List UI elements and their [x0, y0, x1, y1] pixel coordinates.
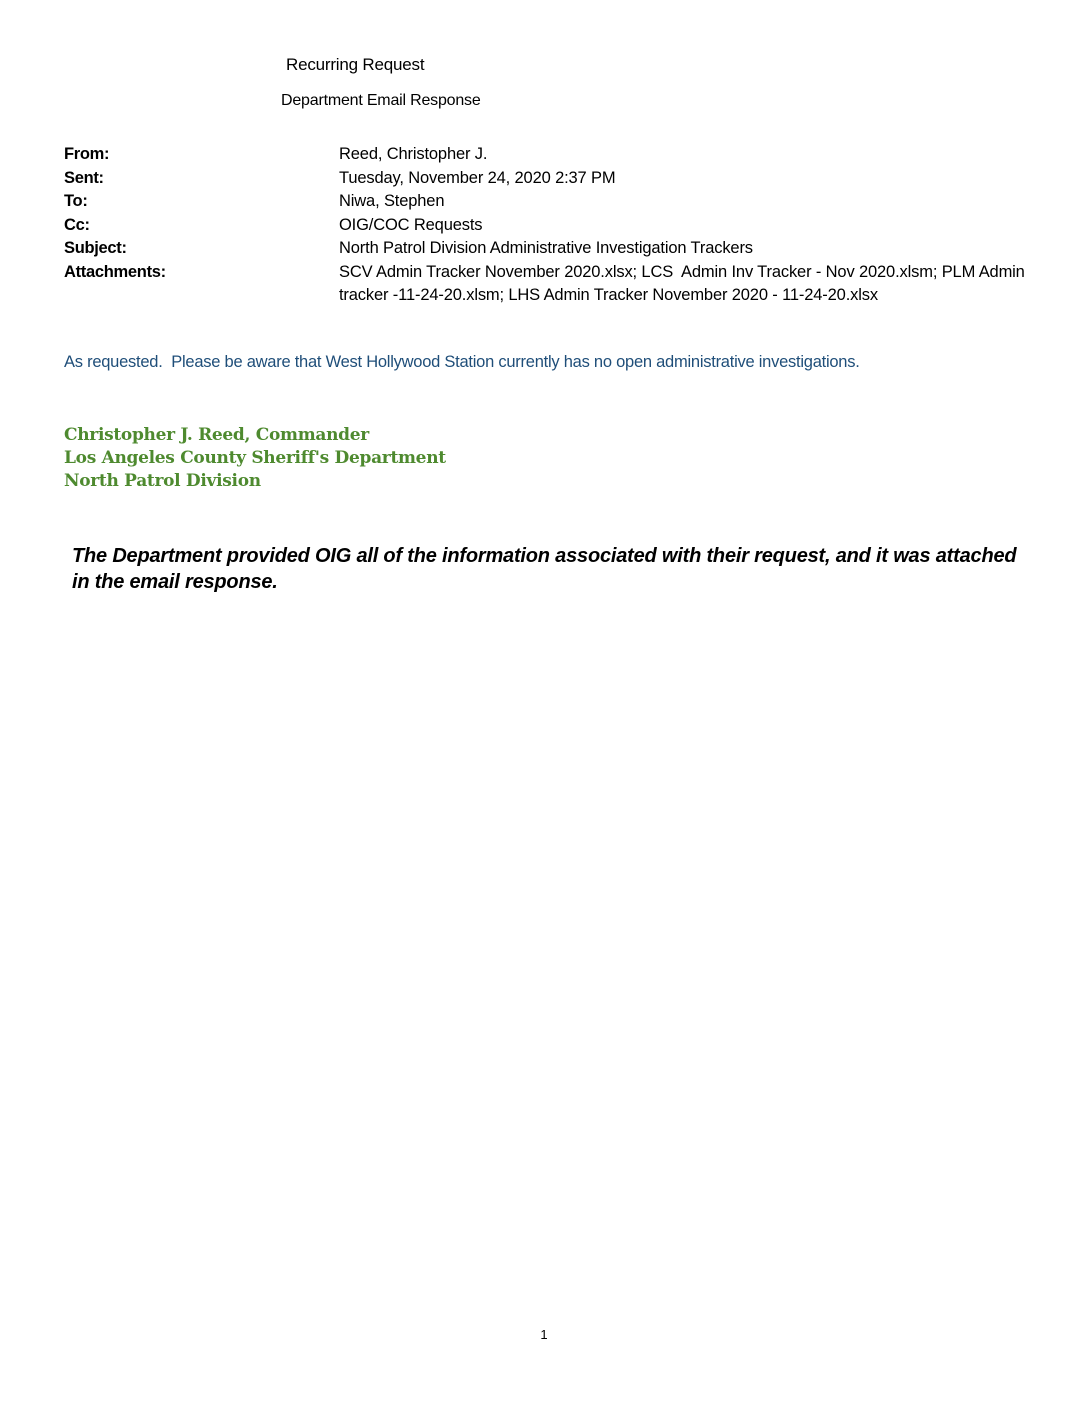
attachments-label: Attachments:	[64, 262, 166, 281]
header-row-to	[64, 190, 1044, 214]
document-heading-secondary: Department Email Response	[281, 92, 481, 109]
page-number: 1	[540, 1327, 548, 1342]
header-row-cc	[64, 214, 1044, 238]
cc-label: Cc:	[64, 215, 90, 234]
document-heading-primary: Recurring Request	[286, 55, 425, 74]
cc-value: OIG/COC Requests	[339, 215, 483, 234]
subject-value: North Patrol Division Administrative Investigation Trackers	[339, 239, 753, 257]
oig-annotation: The Department provided OIG all of the information associated with their request, and it was attached in the email response.	[72, 545, 1017, 593]
email-header	[64, 143, 1044, 308]
header-row-from	[64, 143, 1044, 167]
from-label: From:	[64, 145, 110, 163]
sent-label: Sent:	[64, 168, 104, 187]
email-signature	[64, 424, 446, 493]
signature-name-line: Christopher J. Reed, Commander	[64, 425, 369, 445]
to-label: To:	[64, 192, 88, 210]
signature-division-line: North Patrol Division	[64, 471, 261, 491]
attachments-value: SCV Admin Tracker November 2020.xlsx; LCS Admin Inv Tracker - Nov 2020.xlsm; PLM Admin tracker -11-24-20.xlsm; LHS Admin Tracker November 2020 - 11-24-20.xlsx	[339, 262, 1030, 304]
to-value: Niwa, Stephen	[339, 192, 445, 210]
header-row-attachments	[64, 261, 1044, 308]
sent-value: Tuesday, November 24, 2020 2:37 PM	[339, 168, 616, 187]
email-body-message: As requested. Please be aware that West Hollywood Station currently has no open administrative investigations.	[64, 353, 860, 371]
signature-department-line: Los Angeles County Sheriff's Department	[64, 448, 446, 468]
header-row-subject	[64, 237, 1044, 261]
subject-label: Subject:	[64, 239, 127, 257]
header-row-sent	[64, 167, 1044, 191]
from-value: Reed, Christopher J.	[339, 145, 488, 163]
